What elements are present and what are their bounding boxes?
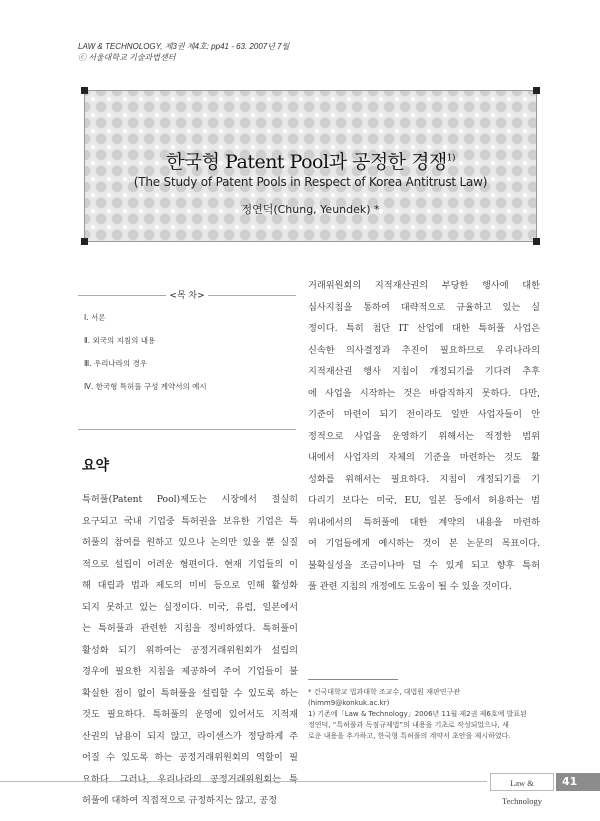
text-line: 되지 못하고 있는 실정이다. 미국, 유럽, 일본에서	[82, 601, 298, 613]
running-header	[78, 41, 289, 63]
text-line: 해 대립과 법과 제도의 미비 등으로 인해 활성화	[82, 580, 298, 591]
title-footnote-mark[interactable]: 1)	[446, 153, 456, 164]
text-line: 에 사업을 시작하는 것은 바람직하지 못하다. 다만,	[308, 387, 540, 399]
toc-item[interactable]: Ⅰ. 서론	[84, 313, 106, 322]
text-line: 다리기 보다는 미국, EU, 일본 등에서 허용하는 범	[308, 495, 540, 506]
footer-journal-name: Law & Technology	[490, 773, 554, 791]
text-line: 특허풀(Patent Pool)제도는 시장에서 절실히	[82, 494, 298, 505]
toc-list	[84, 312, 207, 404]
text-line: 여 기업들에게 예시하는 것이 본 논문의 목표이다.	[308, 538, 540, 549]
toc-bottom-rule	[78, 429, 296, 430]
copyright-line: ⓒ 서울대학교 기술과법센터	[78, 53, 176, 62]
text-line: 확실한 점이 없이 특허풀을 설립할 수 있도록 하는	[82, 687, 298, 699]
text-line: 내에서 사업자의 자체의 기준을 마련하는 것도 활	[308, 452, 540, 463]
text-line: 요구되고 국내 기업중 특허권을 보유한 기업은 특	[82, 515, 298, 527]
text-line: 심사지침을 통하여 대략적으로 규율하고 있는 실	[308, 301, 540, 313]
footnote-1: 1) 기존에「Law & Technology」2006년 11월 제2권 제6호에 발표된	[308, 710, 527, 718]
footnote-1-cont: 로운 내용을 추가하고, 한국형 특허풀의 계약서 초안을 제시하였다.	[308, 732, 511, 740]
footnote-rule	[308, 679, 398, 680]
abstract-left-column	[82, 489, 298, 812]
text-line: 성화를 위해서는 필요하다. 지침이 개정되기를 기	[308, 473, 540, 485]
text-line: 풀 관련 지침의 개정에도 도움이 될 수 있을 것이다.	[308, 581, 512, 592]
text-line: 요하다. 그러나, 우리나라의 공정거래위원회는 특	[82, 773, 298, 785]
page-number: 41	[556, 773, 600, 791]
corner-square-icon	[81, 238, 88, 245]
korean-title	[85, 147, 536, 174]
text-line: 는 특허풀과 관련한 지침을 정비하였다. 특허풀이	[82, 623, 298, 634]
title-box	[84, 90, 537, 242]
toc-title	[78, 288, 296, 301]
abstract-heading: 요약	[82, 458, 110, 474]
footnote-1-cont: 정연덕, “특허풀과 독점규제법”의 내용을 기초로 작성되었으나, 새	[308, 721, 509, 729]
footer-rule	[0, 781, 487, 782]
text-line: 활성화 되기 위하여는 공정거래위원회가 설립의	[82, 644, 298, 656]
text-line: 허풀의 참여를 원하고 있으나 논의만 있을 뿐 실질	[82, 537, 298, 548]
korean-title-text: 한국형 Patent Pool과 공정한 경쟁	[165, 151, 447, 173]
text-line: 지적재산권 행사 지침이 개정되기를 기다려 추후	[308, 366, 540, 377]
text-line: 것도 필요하다. 특허풀의 운영에 있어서도 지적재	[82, 709, 298, 720]
corner-square-icon	[533, 87, 540, 94]
toc-item[interactable]: Ⅳ. 한국형 특허풀 구성 계약서의 예시	[84, 382, 207, 391]
text-line: 정적으로 사업을 운영하기 위해서는 적정한 범위	[308, 430, 540, 442]
author-line: 정연덕(Chung, Yeundek) *	[241, 203, 380, 216]
english-title: (The Study of Patent Pools in Respect of Korea Antitrust Law)	[133, 175, 488, 189]
text-line: 신속한 의사결정과 추진이 필요하므로 우리나라의	[308, 344, 540, 356]
text-line: 위내에서의 특허풀에 대한 계약의 내용을 마련하	[308, 516, 540, 528]
footnote-author: * 건국대학교 법과대학 조교수, 대법원 재판연구관	[308, 688, 461, 696]
text-line: 기준이 마련이 되기 전이라도 일반 사업자들이 안	[308, 409, 540, 420]
text-line: 산권의 남용이 되지 않고, 라이센스가 정당하게 주	[82, 730, 298, 742]
abstract-right-column	[308, 275, 540, 598]
text-line: 적으로 설립이 어려운 형편이다. 현재 기업들의 이	[82, 558, 298, 570]
text-line: 거래위원회의 지적재산권의 부당한 행사에 대한	[308, 280, 540, 291]
footnote-email: (himm9@konkuk.ac.kr)	[308, 699, 390, 707]
text-line: 어질 수 있도록 하는 공정거래위원회의 역할이 필	[82, 752, 298, 763]
journal-citation: LAW & TECHNOLOGY, 제3권 제4호: pp41 - 63. 2007년 7월	[78, 42, 290, 51]
corner-square-icon	[533, 238, 540, 245]
text-line: 정이다. 특히 첨단 IT 산업에 대한 특허풀 사업은	[308, 323, 540, 334]
table-of-contents	[78, 288, 296, 430]
text-line: 허풀에 대하여 직접적으로 규정하지는 않고, 공정	[82, 795, 278, 806]
corner-square-icon	[81, 87, 88, 94]
text-line: 경우에 필요한 지침을 제공하여 주어 기업들이 불	[82, 666, 298, 677]
toc-item[interactable]: Ⅲ. 우리나라의 경우	[84, 359, 148, 368]
toc-item[interactable]: Ⅱ. 외국의 지침의 내용	[84, 336, 156, 345]
footnotes	[308, 687, 540, 742]
text-line: 불확실성을 조금이나마 덜 수 있게 되고 향후 특허	[308, 559, 540, 571]
toc-title-text: <목 차>	[166, 291, 207, 301]
